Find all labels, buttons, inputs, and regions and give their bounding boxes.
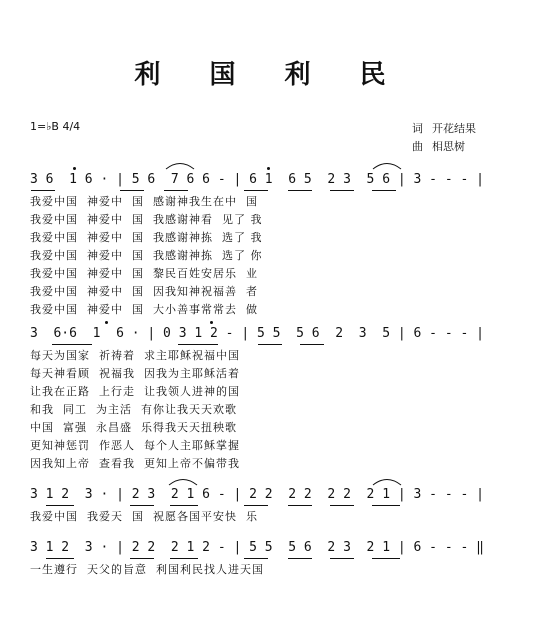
beam (170, 505, 198, 506)
beam (46, 558, 74, 559)
beam (372, 505, 400, 506)
beam (330, 505, 354, 506)
beam (170, 558, 198, 559)
slur (372, 160, 402, 170)
beam (244, 505, 268, 506)
lyric-verse-5: 我爱中国 神爱中 国 黎民百姓安居乐 业 (30, 267, 258, 280)
beam (178, 344, 218, 345)
beam (300, 344, 324, 345)
lyric-verse-4: 我爱中国 神爱中 国 我感谢神拣 选了 你 (30, 249, 263, 262)
composer-name: 相思树 (432, 140, 465, 153)
slur (165, 160, 195, 170)
beam (244, 558, 268, 559)
lyric-verse-6: 我爱中国 神爱中 国 因我知神祝福善 者 (30, 285, 258, 298)
lyric-verse-1: 我爱中国 我爱天 国 祝愿各国平安快 乐 (30, 510, 258, 523)
octave-dot (267, 167, 270, 170)
notes-line-1: 3 6 1 6 · | 5 6 7 6 6 - | 6 1 6 5 2 3 5 6 | 3 - - - | (30, 172, 484, 187)
lyric-verse-2: 我爱中国 神爱中 国 我感谢神看 见了 我 (30, 213, 263, 226)
octave-dot (105, 321, 108, 324)
lyric-verse-4: 和我 同工 为主活 有你让我天天欢歌 (30, 403, 237, 416)
lyric-verse-6: 更知神惩罚 作恶人 每个人主耶稣掌握 (30, 439, 240, 452)
beam (164, 190, 188, 191)
slur (168, 476, 198, 486)
lyricist-name: 开花结果 (432, 122, 476, 135)
lyric-verse-3: 让我在正路 上行走 让我领人进神的国 (30, 385, 240, 398)
beam (130, 505, 154, 506)
beam (130, 558, 154, 559)
notes-line-2: 3 6·6 1 6 · | 0 3 1 2 - | 5 5 5 6 2 3 5 | 6 - - - | (30, 326, 484, 341)
lyric-verse-7: 因我知上帝 查看我 更知上帝不偏带我 (30, 457, 240, 470)
lyric-verse-1: 每天为国家 祈祷着 求主耶稣祝福中国 (30, 349, 240, 362)
lyric-verse-7: 我爱中国 神爱中 国 大小善事常常去 做 (30, 303, 258, 316)
beam (52, 344, 92, 345)
beam (288, 190, 312, 191)
notes-line-4: 3 1 2 3 · | 2 2 2 1 2 - | 5 5 5 6 2 3 2 1 | 6 - - - ‖ (30, 540, 484, 555)
beam (330, 190, 354, 191)
beam (288, 505, 312, 506)
beam (372, 558, 400, 559)
octave-dot (210, 321, 213, 324)
slur (372, 476, 402, 486)
beam (372, 190, 396, 191)
notes-line-3: 3 1 2 3 · | 2 3 2 1 6 - | 2 2 2 2 2 2 2 1 | 3 - - - | (30, 487, 484, 502)
beam (31, 190, 55, 191)
beam (288, 558, 312, 559)
song-title: 利 国 利 民 (134, 60, 406, 90)
key-signature: 1=♭B 4/4 (30, 120, 81, 133)
composer-label: 曲 (412, 140, 423, 153)
lyricist-label: 词 (412, 122, 423, 135)
beam (258, 344, 282, 345)
octave-dot (73, 167, 76, 170)
beam (244, 190, 268, 191)
beam (46, 505, 74, 506)
lyric-verse-1: 我爱中国 神爱中 国 感谢神我生在中 国 (30, 195, 258, 208)
lyric-verse-2: 每天神看顾 祝福我 因我为主耶稣活着 (30, 367, 240, 380)
lyric-verse-3: 我爱中国 神爱中 国 我感谢神拣 选了 我 (30, 231, 263, 244)
beam (120, 190, 144, 191)
beam (330, 558, 354, 559)
lyric-verse-1: 一生遵行 天父的旨意 利国利民找人进天国 (30, 563, 264, 576)
lyric-verse-5: 中国 富强 永昌盛 乐得我天天扭秧歌 (30, 421, 237, 434)
